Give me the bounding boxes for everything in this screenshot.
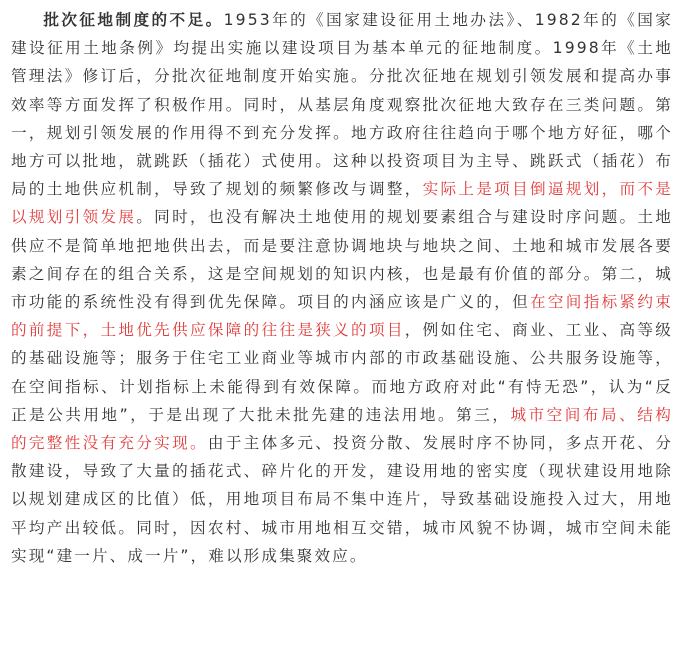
highlighted-text: 在空间指标紧约束的前提下，土地优先供应保障的往往是狭义的项目 [11,293,673,340]
body-text: 由于主体多元、投资分散、发展时序不协同，多点开花、分散建设，导致了大量的插花式、碎片化的开发，建设用地的密实度（现状建设用地除以规划建成区的比值）低，用地项目布局不集中连片，导致基础设施投入过大，用地平均产出较低。同时，因农村、城市用地相互交错，城市风貌不协调，城市空间未能实现“建一片、成一片”，难以形成集聚效应。 [11,434,673,565]
section-heading: 批次征地制度的不足。 [43,11,224,29]
body-text: ，例如住宅、商业、工业、高等级的基础设施等；服务于住宅工业商业等城市内部的市政基础设施、公共服务设施等，在空间指标、计划指标上未能得到有效保障。而地方政府对此“有恃无恐”，认为“反正是公共用地”，于是出现了大批未批先建的违法用地。第三， [11,321,673,424]
body-text: 。同时，也没有解决土地使用的规划要素组合与建设时序问题。土地供应不是简单地把地供出去，而是要注意协调地块与地块之间、土地和城市发展各要素之间存在的组合关系，这是空间规划的知识内核，也是最有价值的部分。第二，城市功能的系统性没有得到优先保障。项目的内涵应该是广义的，但 [11,208,673,312]
highlighted-text: 实际上是项目倒逼规划，而不是以规划引领发展 [11,180,673,227]
highlighted-text: 城市空间布局、结构的完整性没有充分实现。 [11,405,673,453]
body-text: 1953年的《国家建设征用土地办法》、1982年的《国家建设征用土地条例》均提出实施以建设项目为基本单元的征地制度。1998年《土地管理法》修订后，分批次征地制度开始实施。分批次征地在规划引领发展和提高办事效率等方面发挥了积极作用。同时，从基层角度观察批次征地大致存在三类问题。第一，规划引领发展的作用得不到充分发挥。地方政府往往趋向于哪个地方好征，哪个地方可以批地，就跳跃（插花）式使用。这种以投资项目为主导、跳跃式（插花）布局的土地供应机制，导致了规划的频繁修改与调整， [11,11,673,199]
